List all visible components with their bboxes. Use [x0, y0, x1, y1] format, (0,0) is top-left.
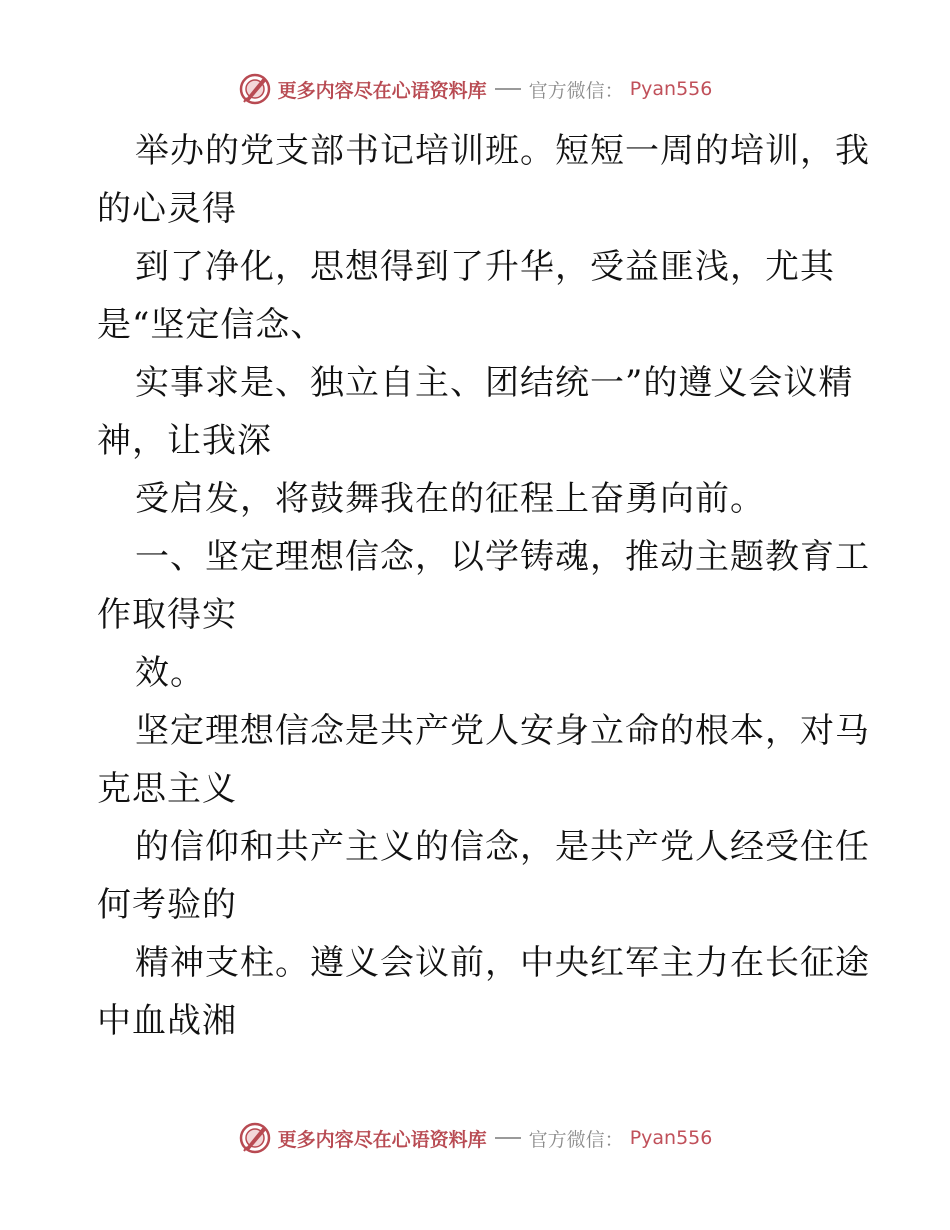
watermark-sub-text: 官方微信： [528, 1128, 624, 1151]
body-line: 的心灵得 [97, 189, 237, 229]
footer-watermark [0, 1121, 950, 1155]
body-line: 中血战湘 [97, 1001, 237, 1041]
body-line: 神，让我深 [97, 421, 272, 461]
watermark-account-id: Pyan556 [629, 78, 713, 100]
section-heading-cont: 作取得实 [97, 595, 237, 635]
section-heading-cont: 效。 [135, 653, 205, 693]
watermark-sub-text: 官方微信： [528, 79, 624, 102]
watermark-dash [495, 88, 521, 90]
quill-pen-logo-icon [238, 72, 272, 106]
body-line: 实事求是、独立自主、团结统一”的遵义会议精 [135, 363, 854, 403]
watermark-account-id: Pyan556 [629, 1127, 713, 1149]
body-line: 受启发，将鼓舞我在的征程上奋勇向前。 [135, 479, 765, 519]
header-watermark [0, 72, 950, 106]
document-body [97, 122, 870, 1050]
body-line: 是“坚定信念、 [97, 305, 326, 345]
body-line: 的信仰和共产主义的信念，是共产党人经受住任 [135, 827, 870, 867]
body-line: 举办的党支部书记培训班。短短一周的培训，我 [135, 131, 870, 171]
body-line: 何考验的 [97, 885, 237, 925]
body-line: 到了净化，思想得到了升华，受益匪浅，尤其 [135, 247, 835, 287]
quill-pen-logo-icon [238, 1121, 272, 1155]
section-heading: 一、坚定理想信念，以学铸魂，推动主题教育工 [135, 537, 870, 577]
watermark-main-text: 更多内容尽在心语资料库 [277, 1128, 487, 1151]
body-line: 坚定理想信念是共产党人安身立命的根本，对马 [135, 711, 870, 751]
watermark-dash [495, 1137, 521, 1139]
watermark-main-text: 更多内容尽在心语资料库 [277, 79, 487, 102]
body-line: 精神支柱。遵义会议前，中央红军主力在长征途 [135, 943, 870, 983]
body-line: 克思主义 [97, 769, 237, 809]
